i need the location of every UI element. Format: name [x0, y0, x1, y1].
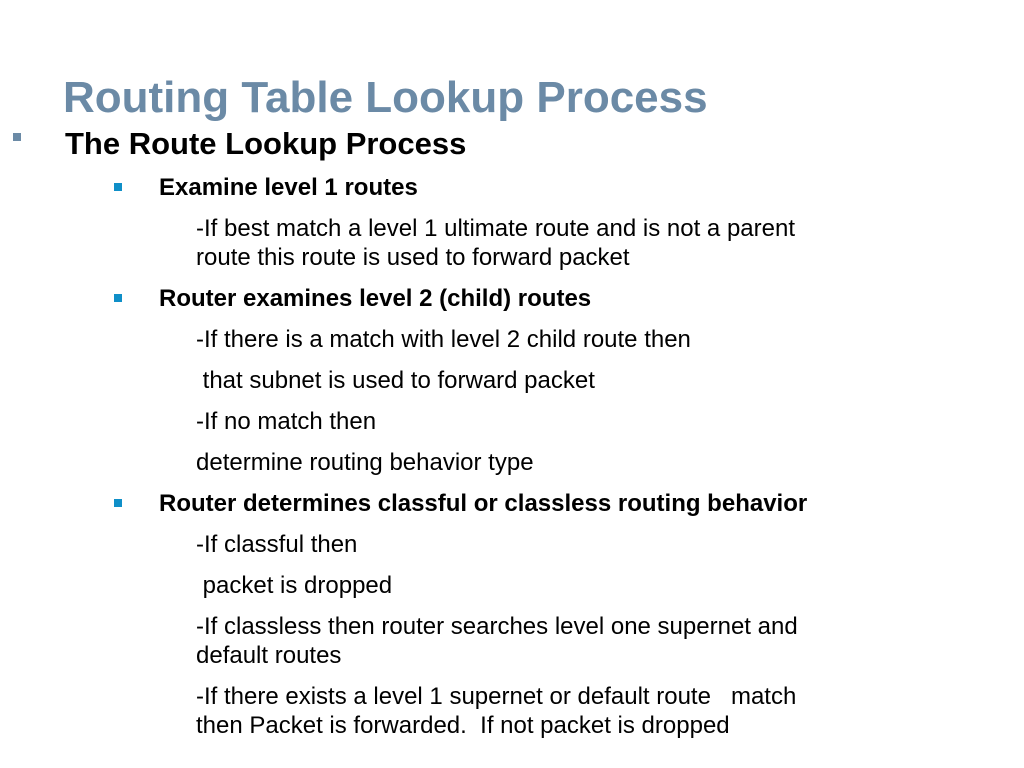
- body-line: that subnet is used to forward packet: [196, 367, 595, 394]
- square-bullet-icon: [114, 499, 122, 507]
- body-line: route this route is used to forward packet: [196, 244, 630, 271]
- body-line: -If there is a match with level 2 child route then: [196, 326, 691, 353]
- body-line: -If no match then: [196, 408, 377, 435]
- body-line: default routes: [196, 642, 342, 669]
- square-bullet-icon: [13, 133, 21, 141]
- body-line: then Packet is forwarded. If not packet is dropped: [196, 712, 730, 739]
- bullet-heading-classful-classless: Router determines classful or classless routing behavior: [159, 490, 808, 517]
- body-line: -If best match a level 1 ultimate route and is not a parent: [196, 215, 795, 242]
- bullet-heading-examine-level1: Examine level 1 routes: [159, 174, 418, 201]
- square-bullet-icon: [114, 294, 122, 302]
- body-line: -If there exists a level 1 supernet or default route match: [196, 683, 797, 710]
- bullet-heading-level2-routes: Router examines level 2 (child) routes: [159, 285, 592, 312]
- body-line: -If classful then: [196, 531, 358, 558]
- body-line: -If classless then router searches level one supernet and: [196, 613, 798, 640]
- slide-title: Routing Table Lookup Process: [63, 73, 708, 122]
- body-line: packet is dropped: [196, 572, 393, 599]
- square-bullet-icon: [114, 183, 122, 191]
- body-line: determine routing behavior type: [196, 449, 534, 476]
- section-heading: The Route Lookup Process: [65, 126, 467, 161]
